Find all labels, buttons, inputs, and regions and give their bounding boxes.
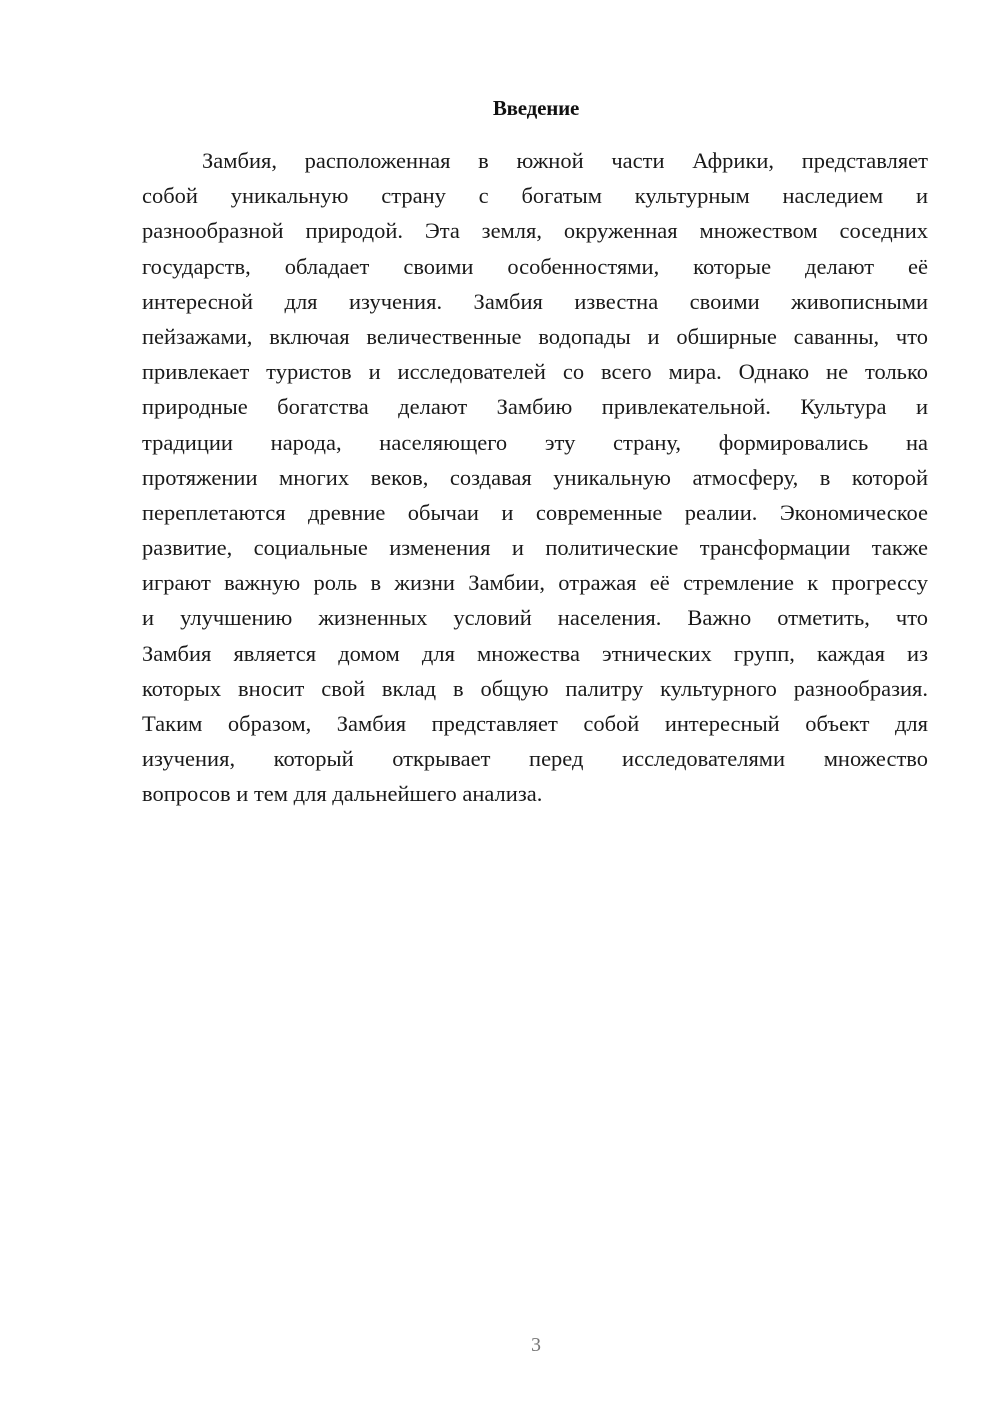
paragraph-line: протяжении многих веков, создавая уникальную атмосферу, в которой (142, 464, 928, 490)
paragraph-line: и улучшению жизненных условий населения. Важно отметить, что (142, 605, 928, 631)
paragraph-line: традиции народа, населяющего эту страну, формировались на (142, 429, 928, 455)
paragraph-line: играют важную роль в жизни Замбии, отражая её стремление к прогрессу (142, 570, 928, 596)
paragraph-line: развитие, социальные изменения и политические трансформации также (142, 535, 928, 561)
paragraph-line: изучения, который открывает перед исследователями множество (142, 746, 928, 772)
paragraph-line: природные богатства делают Замбию привлекательной. Культура и (142, 394, 928, 420)
paragraph-line: привлекает туристов и исследователей со всего мира. Однако не только (142, 359, 928, 385)
paragraph-line: разнообразной природой. Эта земля, окруженная множеством соседних (142, 218, 928, 244)
section-heading: Введение (492, 96, 580, 120)
paragraph-line: Замбия является домом для множества этнических групп, каждая из (142, 640, 928, 666)
paragraph-line: собой уникальную страну с богатым культурным наследием и (142, 183, 928, 209)
paragraph-line: Таким образом, Замбия представляет собой интересный объект для (142, 711, 928, 736)
paragraph-line: государств, обладает своими особенностями, которые делают её (142, 253, 928, 279)
paragraph-line: пейзажами, включая величественные водопады и обширные саванны, что (142, 323, 928, 349)
paragraph-line: вопросов и тем для дальнейшего анализа. (142, 781, 543, 807)
paragraph-line: интересной для изучения. Замбия известна своими живописными (142, 288, 928, 314)
paragraph-line: Замбия, расположенная в южной части Африки, представляет (202, 148, 928, 173)
intro-paragraph (142, 143, 928, 812)
paragraph-line: которых вносит свой вклад в общую палитру культурного разнообразия. (142, 675, 928, 701)
page-number: 3 (531, 1334, 541, 1356)
paragraph-line: переплетаются древние обычаи и современные реалии. Экономическое (142, 499, 928, 525)
